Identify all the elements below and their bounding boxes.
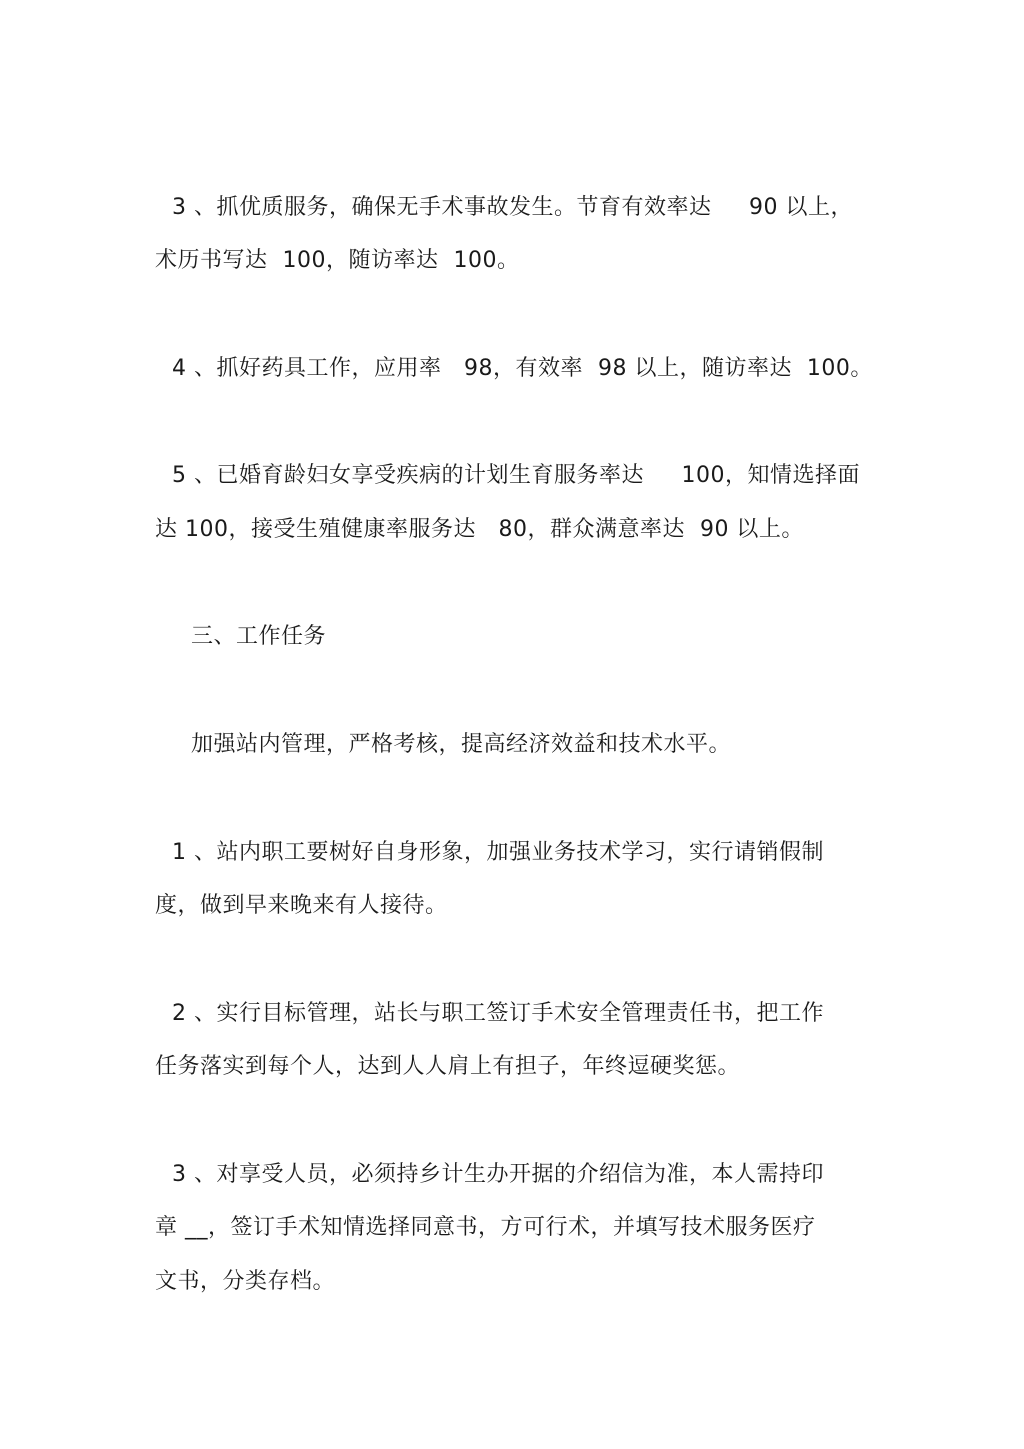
para-2-line-1: 4 、抓好药具工作，应用率 98，有效率 98 以上，随访率达 100。: [172, 356, 873, 381]
task-2-line-2: 任务落实到每个人，达到人人肩上有担子，年终逗硬奖惩。: [155, 1054, 741, 1079]
task-3-line-2: 章 __，签订手术知情选择同意书，方可行术，并填写技术服务医疗: [155, 1215, 816, 1240]
task-3-line-3: 文书，分类存档。: [155, 1269, 336, 1294]
task-3-line-1: 3 、对享受人员，必须持乡计生办开据的介绍信为准，本人需持印: [172, 1162, 824, 1187]
para-3-line-1: 5 、已婚育龄妇女享受疾病的计划生育服务率达 100，知情选择面: [172, 463, 860, 488]
para-3-line-2: 达 100，接受生殖健康率服务达 80，群众满意率达 90 以上。: [155, 517, 804, 542]
section-heading: 三、工作任务: [191, 624, 327, 649]
task-2-line-1: 2 、实行目标管理，站长与职工签订手术安全管理责任书，把工作: [172, 1001, 824, 1026]
task-1-line-1: 1 、站内职工要树好自身形象，加强业务技术学习，实行请销假制: [172, 840, 824, 865]
para-1-line-1: 3 、抓优质服务，确保无手术事故发生。节育有效率达 90 以上，: [172, 195, 853, 220]
para-1-line-2: 术历书写达 100，随访率达 100。: [155, 248, 520, 273]
task-1-line-2: 度，做到早来晚来有人接待。: [155, 893, 448, 918]
intro-paragraph: 加强站内管理，严格考核，提高经济效益和技术水平。: [191, 732, 732, 757]
